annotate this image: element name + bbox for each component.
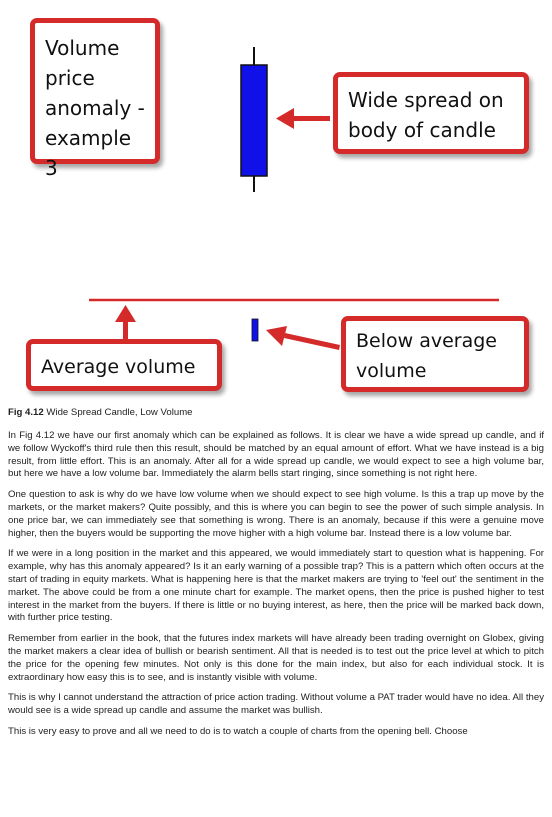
paragraph: Remember from earlier in the book, that the futures index markets will have already been trading overnight on Globex, giving the market makers a clear idea of bullish or bearish sentiment. All that is needed is to test out the price level at which to pitch the price for the opening few minutes. Not only is this done for the main index, but also for each individual stock. It is extraordinary how easy this is to see, and is instantly visible with volume. [8, 633, 544, 683]
callout-below-average: Below average volume [341, 316, 529, 392]
callout-average-volume: Average volume [26, 339, 222, 391]
arrow-to-volume-bar [266, 326, 340, 350]
callout-wide-spread: Wide spread on body of candle [333, 72, 529, 154]
figure-caption [8, 407, 193, 418]
figure-area [0, 0, 552, 400]
callout-title: Volume price anomaly - example 3 [30, 18, 160, 164]
volume-bar [252, 319, 258, 341]
paragraph: If we were in a long position in the market and this appeared, we would immediately start to question what is happening. For example, why has this anomaly appeared? Is it an early warning of a possible trap? This is a pattern which often occurs at the start of trading in equity markets. What is happening here is that the market makers are trying to 'feel out' the sentiment in the market. The above could be from a one minute chart for example. The market opens, then the price is pushed higher to test interest in the market from the buyers. If there is little or no buying interest, as here, then the price will be marked back down, with further price testing. [8, 548, 544, 624]
paragraph: One question to ask is why do we have low volume when we should expect to see high volume. Is this a trap up move by the markets, or the market makers? Quite possibly, and this is where you can begin to see the power of such simple analysis. In one price bar, we can immediately see that something is wrong. There is an anomaly, because if this were a genuine move higher, then the buyers would be supporting the move higher with a high volume bar. Instead there is a low volume bar. [8, 489, 544, 539]
caption-label: Fig 4.12 [8, 407, 44, 418]
arrow-to-candle [276, 108, 330, 129]
candle-body [241, 65, 267, 176]
paragraph: In Fig 4.12 we have our first anomaly which can be explained as follows. It is clear we have a wide spread up candle, and if we follow Wyckoff's third rule then this result, should be matched by an equal amount of effort. What we have instead is a big result, from little effort. This is an anomaly. After all for a wide spread up candle, we would expect to see a high volume bar, but here we have a low volume bar. Immediately the alarm bells start ringing, since something is not right here. [8, 430, 544, 480]
body-text [8, 430, 544, 747]
arrow-to-average-line [115, 305, 136, 340]
paragraph: This is very easy to prove and all we need to do is to watch a couple of charts from the opening bell. Choose [8, 725, 468, 737]
caption-text: Wide Spread Candle, Low Volume [43, 407, 193, 418]
paragraph: This is why I cannot understand the attraction of price action trading. Without volume a PAT trader would have no idea. All they would see is a wide spread up candle and assume the market was bullish. [8, 692, 544, 717]
